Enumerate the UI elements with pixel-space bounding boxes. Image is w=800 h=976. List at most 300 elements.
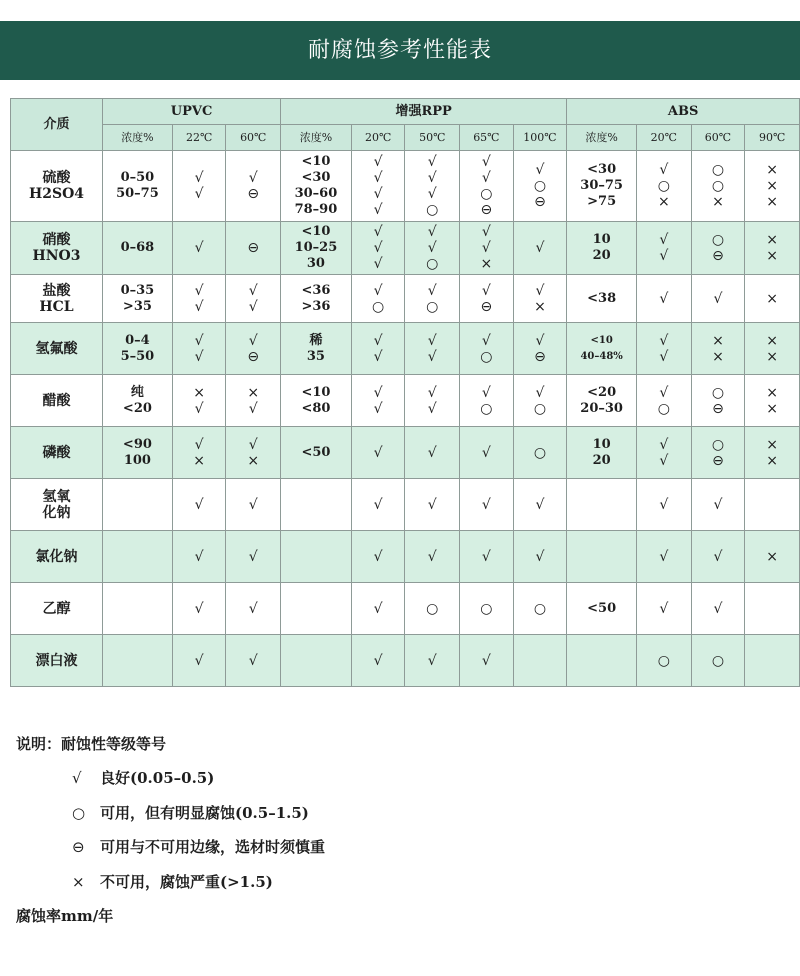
rating-mark: √: [373, 170, 383, 186]
rating-mark: ○: [533, 400, 547, 417]
table-cell: [405, 375, 460, 427]
subheader-cell: 浓度%: [281, 125, 352, 151]
rating-mark: ×: [766, 178, 778, 194]
medium-name: [11, 151, 103, 222]
table-row: [11, 222, 800, 275]
table-cell: [281, 531, 352, 583]
rating-mark: √: [373, 256, 383, 272]
table-cell: [513, 531, 567, 583]
concentration-value: <36: [301, 282, 331, 298]
table-cell: [513, 323, 567, 375]
rating-mark: √: [659, 248, 669, 264]
medium-name: [11, 427, 103, 479]
concentration-value: <20: [122, 400, 152, 416]
subheader-cell: 20℃: [637, 125, 692, 151]
rating-mark: √: [659, 348, 669, 365]
concentration-value: >75: [587, 194, 617, 209]
subheader-cell: 100℃: [513, 125, 567, 151]
table-cell: [172, 427, 226, 479]
concentration-value: <10: [590, 334, 613, 346]
rating-mark: √: [659, 384, 669, 401]
rating-mark: √: [373, 332, 383, 349]
table-cell: [637, 151, 692, 222]
table-cell: [103, 275, 173, 323]
rating-mark: ○: [533, 444, 547, 461]
medium-name-line: 氢氟酸: [35, 340, 78, 357]
table-cell: [226, 375, 281, 427]
table-cell: [405, 427, 460, 479]
rating-mark: ×: [766, 452, 778, 469]
table-cell: [691, 323, 745, 375]
subheader-cell: 浓度%: [103, 125, 173, 151]
rating-mark: √: [427, 186, 437, 202]
table-cell: [351, 583, 405, 635]
rating-mark: ×: [766, 348, 778, 365]
rating-mark: ×: [534, 298, 546, 315]
table-cell: [281, 222, 352, 275]
table-cell: [637, 427, 692, 479]
rating-mark: √: [427, 154, 437, 170]
rating-mark: ○: [711, 384, 725, 401]
table-cell: [226, 275, 281, 323]
table-cell: [103, 531, 173, 583]
rating-mark: √: [194, 348, 204, 365]
rating-mark: √: [427, 496, 437, 513]
concentration-value: <38: [587, 290, 617, 306]
concentration-value: 0–4: [125, 332, 150, 348]
check-icon: √: [72, 769, 82, 787]
table-cell: [226, 323, 281, 375]
table-row: [11, 583, 800, 635]
concentration-value: >35: [122, 298, 152, 314]
table-cell: [226, 583, 281, 635]
table-cell: [513, 479, 567, 531]
table-cell: [172, 222, 226, 275]
table-cell: [405, 583, 460, 635]
legend-text: 不可用，腐蚀严重(>1.5): [100, 873, 273, 891]
table-cell: [405, 635, 460, 687]
rating-mark: √: [427, 224, 437, 240]
legend-text: 可用与不可用边缘，选材时须慎重: [100, 838, 326, 856]
table-cell: [745, 531, 800, 583]
concentration-value: 20: [592, 452, 611, 468]
rating-mark: √: [373, 202, 383, 218]
rating-mark: ×: [766, 232, 778, 248]
rating-mark: √: [194, 170, 204, 186]
table-cell: [460, 531, 514, 583]
rating-mark: √: [659, 290, 669, 307]
medium-name: [11, 222, 103, 275]
rating-mark: √: [373, 186, 383, 202]
table-cell: [172, 323, 226, 375]
table-cell: [351, 531, 405, 583]
concentration-value: 稀: [309, 332, 323, 348]
table-cell: [405, 323, 460, 375]
rating-mark: √: [373, 224, 383, 240]
table-cell: [103, 635, 173, 687]
concentration-value: 20–30: [580, 400, 623, 416]
table-cell: [226, 222, 281, 275]
table-cell: [567, 151, 637, 222]
medium-name-line: 漂白液: [35, 652, 78, 669]
concentration-value: 30: [306, 256, 325, 271]
table-cell: [351, 375, 405, 427]
corrosion-table: [10, 98, 800, 687]
rating-mark: √: [481, 170, 491, 186]
table-cell: [281, 375, 352, 427]
table-cell: [281, 275, 352, 323]
rating-mark: √: [713, 600, 723, 617]
table-cell: [567, 275, 637, 323]
subheader-cell: 20℃: [351, 125, 405, 151]
rating-mark: √: [659, 548, 669, 565]
unit-note: 腐蚀率mm/年: [16, 907, 114, 925]
table-cell: [691, 479, 745, 531]
rating-mark: √: [659, 452, 669, 469]
table-cell: [351, 222, 405, 275]
table-cell: [460, 323, 514, 375]
rating-mark: ○: [657, 652, 670, 669]
rating-mark: ○: [711, 652, 725, 669]
table-cell: [405, 275, 460, 323]
page-title: 耐腐蚀参考性能表: [0, 21, 800, 80]
medium-name-line: HNO3: [32, 248, 81, 264]
medium-name-line: 硫酸: [42, 170, 71, 186]
table-cell: [567, 222, 637, 275]
table-cell: [691, 151, 745, 222]
table-row: [11, 635, 800, 687]
table-cell: [103, 427, 173, 479]
rating-mark: √: [373, 384, 383, 401]
rating-mark: ×: [193, 384, 205, 401]
rating-mark: √: [427, 652, 437, 669]
rating-mark: ⊖: [247, 186, 260, 202]
rating-mark: ⊖: [247, 348, 260, 365]
table-cell: [351, 151, 405, 222]
rating-mark: √: [248, 400, 258, 417]
rating-mark: √: [481, 444, 491, 461]
table-cell: [567, 635, 637, 687]
rating-mark: ×: [766, 548, 778, 565]
rating-mark: ×: [766, 290, 778, 307]
table-cell: [405, 479, 460, 531]
concentration-value: <30: [587, 162, 617, 177]
medium-name-line: 乙醇: [42, 600, 71, 617]
concentration-value: 5–50: [120, 348, 155, 364]
concentration-value: 35: [306, 348, 325, 364]
table-cell: [103, 583, 173, 635]
subheader-cell: 65℃: [460, 125, 514, 151]
rating-mark: √: [194, 332, 204, 349]
table-row: [11, 275, 800, 323]
rating-mark: √: [659, 232, 669, 248]
medium-name-line: 氯化钠: [35, 548, 78, 565]
rating-mark: √: [427, 332, 437, 349]
rating-mark: ×: [766, 400, 778, 417]
rating-mark: √: [373, 600, 383, 617]
rating-mark: √: [373, 652, 383, 669]
rating-mark: √: [481, 332, 491, 349]
medium-name: [11, 275, 103, 323]
group-header-abs: ABS: [567, 99, 800, 125]
rating-mark: ×: [766, 332, 778, 349]
table-cell: [172, 151, 226, 222]
table-cell: [172, 275, 226, 323]
rating-mark: √: [373, 496, 383, 513]
rating-mark: √: [373, 282, 383, 299]
medium-name: [11, 375, 103, 427]
rating-mark: ×: [247, 384, 260, 401]
rating-mark: √: [194, 282, 204, 299]
rating-mark: √: [427, 282, 437, 299]
table-cell: [103, 151, 173, 222]
table-cell: [351, 427, 405, 479]
table-cell: [513, 583, 567, 635]
concentration-value: <50: [587, 600, 617, 616]
table-cell: [567, 427, 637, 479]
rating-mark: √: [427, 444, 437, 461]
table-cell: [103, 323, 173, 375]
table-cell: [281, 479, 352, 531]
table-cell: [691, 375, 745, 427]
concentration-value: 0–68: [120, 240, 155, 255]
rating-mark: √: [659, 600, 669, 617]
rating-mark: √: [713, 496, 723, 513]
concentration-value: <90: [122, 436, 152, 452]
rating-mark: ○: [711, 232, 725, 248]
concentration-value: <80: [301, 400, 331, 416]
table-cell: [691, 222, 745, 275]
table-cell: [513, 275, 567, 323]
circle-icon: ○: [72, 804, 86, 822]
legend-item: [72, 802, 309, 823]
table-cell: [460, 479, 514, 531]
medium-name: [11, 531, 103, 583]
rating-mark: √: [373, 240, 383, 256]
table-cell: [567, 323, 637, 375]
concentration-value: 100: [123, 452, 151, 468]
table-cell: [691, 531, 745, 583]
subheader-cell: 60℃: [226, 125, 281, 151]
rating-mark: √: [248, 652, 258, 669]
table-row: [11, 151, 800, 222]
table-cell: [351, 635, 405, 687]
table-cell: [172, 375, 226, 427]
table-cell: [691, 635, 745, 687]
rating-mark: √: [248, 332, 258, 349]
table-cell: [637, 635, 692, 687]
rating-mark: ×: [657, 194, 670, 210]
rating-mark: ×: [712, 332, 724, 349]
rating-mark: √: [481, 224, 491, 240]
rating-mark: √: [427, 384, 437, 401]
rating-mark: ⊖: [534, 194, 546, 210]
rating-mark: √: [481, 240, 491, 256]
group-header-upvc: UPVC: [103, 99, 281, 125]
legend-item: [72, 836, 325, 857]
legend-item: [72, 871, 273, 892]
concentration-value: <30: [301, 170, 331, 185]
rating-mark: √: [535, 240, 545, 256]
rating-mark: ○: [657, 400, 670, 417]
table-cell: [513, 151, 567, 222]
table-cell: [637, 531, 692, 583]
rating-mark: ○: [426, 256, 439, 272]
table-row: [11, 323, 800, 375]
rating-mark: √: [248, 436, 258, 453]
rating-mark: ○: [533, 600, 547, 617]
notes-heading: 说明：耐蚀性等级等号: [16, 735, 167, 753]
rating-mark: ○: [372, 298, 385, 315]
rating-mark: √: [248, 496, 258, 513]
table-cell: [281, 323, 352, 375]
rating-mark: ×: [712, 348, 724, 365]
rating-mark: √: [481, 548, 491, 565]
rating-mark: ×: [766, 248, 778, 264]
table-cell: [460, 275, 514, 323]
rating-mark: ○: [533, 178, 547, 194]
table-cell: [172, 583, 226, 635]
table-cell: [460, 583, 514, 635]
table-cell: [745, 375, 800, 427]
table-cell: [351, 275, 405, 323]
concentration-value: 40–48%: [580, 350, 623, 362]
concentration-value: 50–75: [116, 186, 159, 201]
rating-mark: √: [194, 548, 204, 565]
table-row: [11, 375, 800, 427]
rating-mark: √: [659, 436, 669, 453]
table-cell: [226, 479, 281, 531]
concentration-value: 20: [592, 248, 611, 263]
medium-name-line: H2SO4: [29, 186, 85, 202]
subheader-cell: 90℃: [745, 125, 800, 151]
medium-name-line: 盐酸: [42, 282, 71, 299]
rating-mark: ○: [426, 298, 439, 315]
concentration-value: 0–50: [120, 170, 155, 185]
table-cell: [460, 427, 514, 479]
rating-mark: ×: [480, 256, 493, 272]
rating-mark: ⊖: [480, 202, 493, 218]
table-cell: [281, 427, 352, 479]
table-cell: [745, 479, 800, 531]
medium-header: 介质: [11, 99, 103, 151]
rating-mark: √: [194, 652, 204, 669]
concentration-value: <20: [587, 384, 617, 400]
rating-mark: ○: [480, 600, 493, 617]
rating-mark: √: [659, 332, 669, 349]
rating-mark: √: [427, 348, 437, 365]
table-cell: [103, 479, 173, 531]
rating-mark: √: [659, 496, 669, 513]
circle-minus-icon: ⊖: [72, 838, 85, 856]
rating-mark: ⊖: [247, 240, 260, 256]
concentration-value: 10–25: [294, 240, 338, 255]
rating-mark: √: [248, 282, 258, 299]
rating-mark: ○: [480, 400, 493, 417]
rating-mark: √: [713, 290, 723, 307]
rating-mark: √: [481, 652, 491, 669]
rating-mark: √: [427, 240, 437, 256]
cross-icon: ×: [72, 873, 85, 891]
medium-name-line: 硝酸: [42, 232, 71, 248]
rating-mark: √: [535, 548, 545, 565]
medium-name-line: 醋酸: [42, 392, 71, 409]
group-header-rpp: 增强RPP: [281, 99, 567, 125]
rating-mark: ⊖: [712, 248, 724, 264]
table-cell: [226, 427, 281, 479]
table-cell: [226, 151, 281, 222]
concentration-value: <10: [301, 154, 331, 169]
concentration-value: 10: [592, 436, 611, 452]
table-cell: [226, 635, 281, 687]
table-cell: [567, 375, 637, 427]
rating-mark: ×: [193, 452, 205, 469]
rating-mark: √: [194, 240, 204, 256]
table-cell: [460, 151, 514, 222]
table-cell: [351, 479, 405, 531]
rating-mark: ○: [480, 348, 493, 365]
rating-mark: √: [481, 282, 491, 299]
medium-name: [11, 479, 103, 531]
rating-mark: √: [373, 548, 383, 565]
rating-mark: ⊖: [534, 348, 546, 365]
table-cell: [567, 479, 637, 531]
table-cell: [405, 222, 460, 275]
medium-name: [11, 323, 103, 375]
rating-mark: ×: [766, 194, 778, 210]
table-cell: [637, 222, 692, 275]
rating-mark: ×: [766, 384, 778, 401]
concentration-value: 0–35: [120, 282, 155, 298]
rating-mark: √: [194, 186, 204, 202]
table-cell: [637, 479, 692, 531]
rating-mark: ○: [711, 162, 725, 178]
table-cell: [745, 583, 800, 635]
medium-name: [11, 635, 103, 687]
table-cell: [691, 427, 745, 479]
table-cell: [460, 222, 514, 275]
rating-mark: √: [481, 496, 491, 513]
rating-mark: √: [373, 444, 383, 461]
table-cell: [745, 635, 800, 687]
table-cell: [513, 427, 567, 479]
table-cell: [405, 151, 460, 222]
table-cell: [745, 427, 800, 479]
rating-mark: √: [373, 348, 383, 365]
table-cell: [460, 375, 514, 427]
table-cell: [172, 635, 226, 687]
table-cell: [691, 583, 745, 635]
rating-mark: √: [248, 548, 258, 565]
rating-mark: ×: [766, 436, 778, 453]
concentration-value: >36: [301, 298, 331, 314]
table-cell: [172, 531, 226, 583]
rating-mark: √: [535, 332, 545, 349]
rating-mark: ○: [426, 600, 439, 617]
rating-mark: √: [248, 298, 258, 315]
table-cell: [351, 323, 405, 375]
medium-name-line: 氢氧: [42, 488, 71, 505]
rating-mark: √: [373, 154, 383, 170]
concentration-value: 10: [592, 232, 611, 247]
rating-mark: ⊖: [712, 400, 724, 417]
subheader-cell: 60℃: [691, 125, 745, 151]
rating-mark: √: [194, 600, 204, 617]
rating-mark: √: [713, 548, 723, 565]
rating-mark: √: [659, 162, 669, 178]
concentration-value: 78–90: [294, 202, 338, 217]
rating-mark: √: [535, 384, 545, 401]
